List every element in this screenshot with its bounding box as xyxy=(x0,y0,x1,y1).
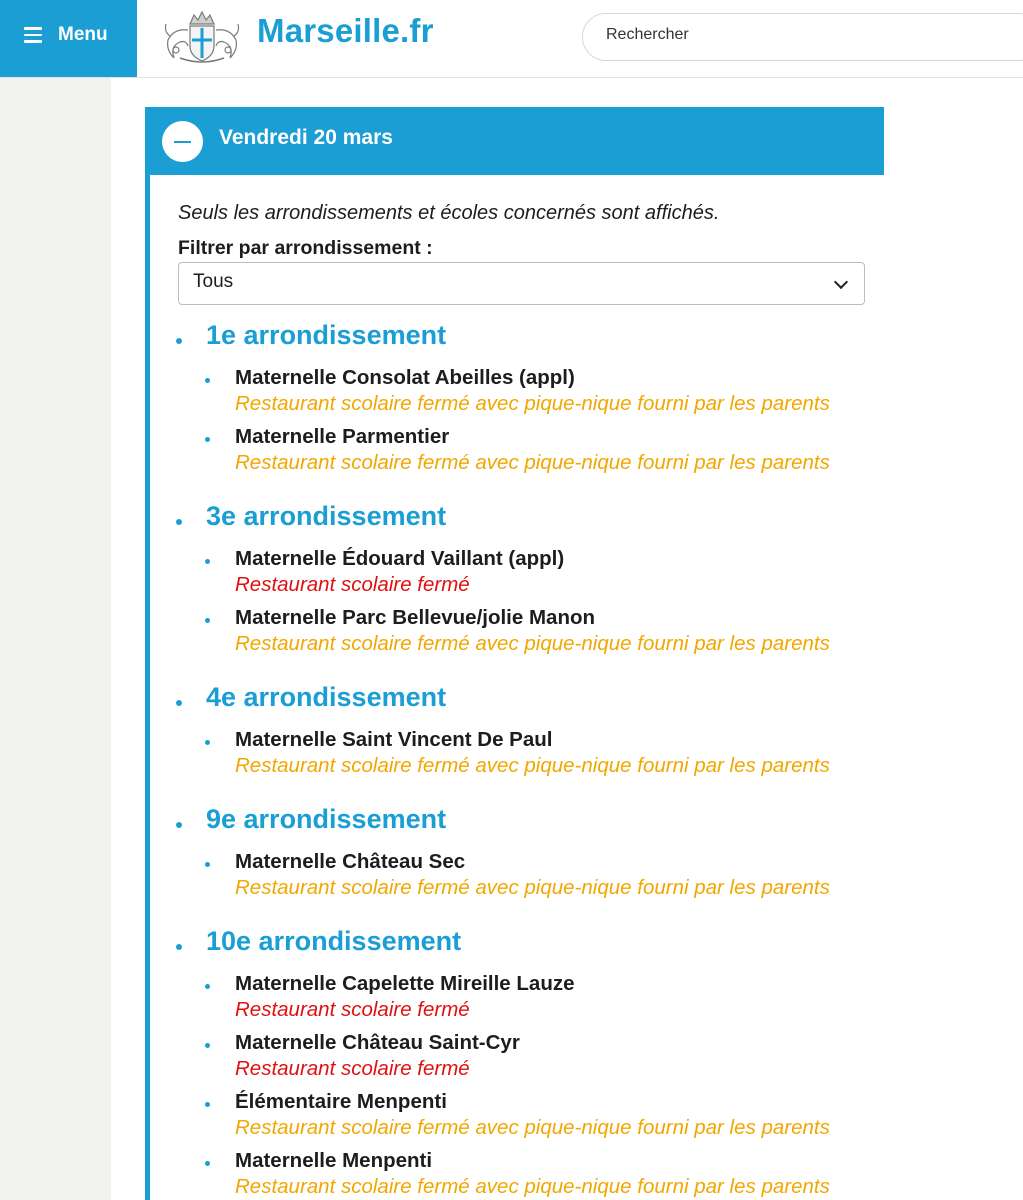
accordion-header[interactable] xyxy=(145,107,884,175)
school-status: Restaurant scolaire fermé avec pique-nique fourni par les parents xyxy=(235,451,830,474)
school-status: Restaurant scolaire fermé avec pique-nique fourni par les parents xyxy=(235,392,830,415)
school-status: Restaurant scolaire fermé avec pique-nique fourni par les parents xyxy=(235,754,830,777)
school-name: Maternelle Château Saint-Cyr xyxy=(235,1031,520,1054)
list-bullet xyxy=(205,618,210,623)
list-bullet xyxy=(176,338,182,344)
list-bullet xyxy=(176,822,182,828)
school-name: Élémentaire Menpenti xyxy=(235,1090,447,1113)
school-name: Maternelle Parmentier xyxy=(235,425,450,448)
list-bullet xyxy=(176,519,182,525)
list-bullet xyxy=(205,437,210,442)
arrondissement-select[interactable] xyxy=(178,262,865,305)
school-status: Restaurant scolaire fermé avec pique-nique fourni par les parents xyxy=(235,876,830,899)
school-status: Restaurant scolaire fermé avec pique-nique fourni par les parents xyxy=(235,1175,830,1198)
left-sidebar xyxy=(0,78,111,1200)
list-bullet xyxy=(205,984,210,989)
arrondissement-heading[interactable]: 4e arrondissement xyxy=(206,682,447,712)
list-bullet xyxy=(205,862,210,867)
school-name: Maternelle Consolat Abeilles (appl) xyxy=(235,366,575,389)
list-bullet xyxy=(205,1102,210,1107)
filter-label: Filtrer par arrondissement : xyxy=(178,237,433,259)
select-value: Tous xyxy=(193,271,234,292)
list-bullet xyxy=(205,1161,210,1166)
school-name: Maternelle Capelette Mireille Lauze xyxy=(235,972,575,995)
panel-date-title: Vendredi 20 mars xyxy=(219,126,393,149)
accordion-body xyxy=(145,175,884,1200)
list-bullet xyxy=(205,559,210,564)
list-bullet xyxy=(176,700,182,706)
list-bullet xyxy=(205,1043,210,1048)
school-status: Restaurant scolaire fermé xyxy=(235,998,470,1021)
arrondissement-heading[interactable]: 10e arrondissement xyxy=(206,926,462,956)
school-name: Maternelle Parc Bellevue/jolie Manon xyxy=(235,606,596,629)
chevron-down-icon xyxy=(834,275,848,289)
top-header xyxy=(0,0,1023,78)
school-status: Restaurant scolaire fermé xyxy=(235,573,470,596)
school-name: Maternelle Saint Vincent De Paul xyxy=(235,728,553,751)
arrondissement-heading[interactable]: 1e arrondissement xyxy=(206,320,447,350)
accordion-panel xyxy=(145,107,884,1200)
search-input[interactable] xyxy=(606,26,1006,44)
site-name[interactable]: Marseille.fr xyxy=(257,12,434,49)
collapse-minus-icon[interactable] xyxy=(162,121,203,162)
arrondissement-heading[interactable]: 3e arrondissement xyxy=(206,501,447,531)
school-status: Restaurant scolaire fermé avec pique-nique fourni par les parents xyxy=(235,1116,830,1139)
list-bullet xyxy=(205,378,210,383)
school-name: Maternelle Château Sec xyxy=(235,850,466,873)
school-name: Maternelle Édouard Vaillant (appl) xyxy=(235,547,565,570)
menu-label: Menu xyxy=(58,24,108,45)
school-status: Restaurant scolaire fermé avec pique-nique fourni par les parents xyxy=(235,632,830,655)
list-bullet xyxy=(176,944,182,950)
list-bullet xyxy=(205,740,210,745)
hamburger-icon xyxy=(24,27,42,43)
arrondissement-heading[interactable]: 9e arrondissement xyxy=(206,804,447,834)
menu-button[interactable] xyxy=(0,0,137,77)
school-status: Restaurant scolaire fermé xyxy=(235,1057,470,1080)
search-bar[interactable] xyxy=(582,13,1023,61)
school-name: Maternelle Menpenti xyxy=(235,1149,433,1172)
filter-note: Seuls les arrondissements et écoles concernés sont affichés. xyxy=(178,202,720,224)
city-crest-logo[interactable] xyxy=(160,6,244,68)
